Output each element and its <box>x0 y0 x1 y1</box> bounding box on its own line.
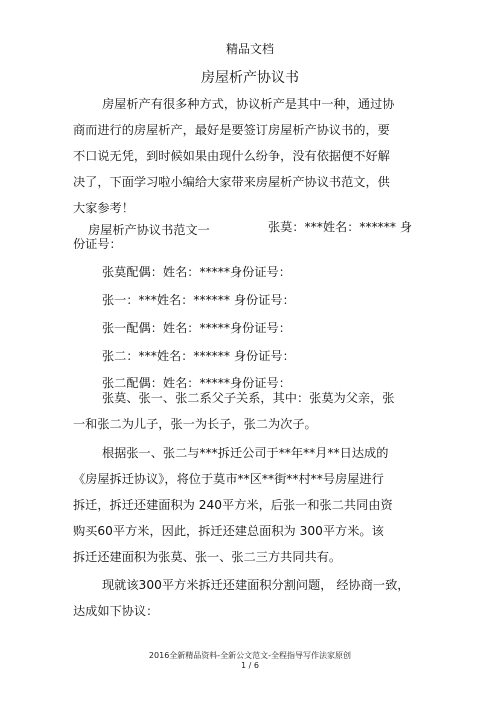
agreement-line: 现就该300平方米拆迁还建面积分割问题， 经协商一致， <box>102 578 410 592</box>
document-title: 房屋析产协议书 <box>201 70 299 86</box>
footer-text: 2016全新精品资料-全新公文范文-全程指导写作法家原创 <box>148 651 352 660</box>
intro-line: 商而进行的房屋析产，最好是要签订房屋析产协议书的，要 <box>73 123 390 137</box>
party-line: 张一：***姓名：****** 身份证号： <box>102 293 295 307</box>
intro-line: 大家参考！ <box>73 201 134 215</box>
intro-line: 决了，下面学习啦小编给大家带来房屋析产协议书范文，供 <box>73 175 390 189</box>
page-header: 精品文档 <box>225 42 274 56</box>
party-line: 张莫配偶：姓名：*****身份证号： <box>102 265 291 279</box>
sample-heading: 房屋析产协议书范文一 <box>88 223 210 237</box>
body-line: 根据张一、张二与***拆迁公司于**年**月**日达成的 <box>102 446 389 460</box>
body-line: 购买60平方米，因此，拆迁还建总面积为 300平方米。该 <box>73 524 384 538</box>
body-line: 拆迁，拆迁还建面积为 240平方米，后张一和张二共同由资 <box>73 498 393 512</box>
body-line: 《房屋拆迁协议》，将位于莫市**区**街**村**号房屋进行 <box>73 472 384 486</box>
party-line: 份证号： <box>73 237 122 251</box>
body-line: 拆迁还建面积为张莫、张一、张二三方共同共有。 <box>73 550 342 564</box>
intro-line: 房屋析产有很多种方式，协议析产是其中一种，通过协 <box>102 97 395 111</box>
page-number: 1 / 6 <box>241 661 259 670</box>
relation-line: 张莫、张一、张二系父子关系，其中：张莫为父亲，张 <box>102 391 395 405</box>
party-line: 张二：***姓名：****** 身份证号： <box>102 349 295 363</box>
intro-line: 不口说无凭，到时候如果由现什么纷争，没有依据便不好解 <box>73 149 390 163</box>
agreement-line: 达成如下协议： <box>73 604 159 618</box>
party-line: 张莫：***姓名：****** 身 <box>268 220 413 234</box>
party-line: 张二配偶：姓名：*****身份证号： <box>102 376 291 390</box>
party-line: 张一配偶：姓名：*****身份证号： <box>102 321 291 335</box>
relation-line: 一和张二为儿子，张一为长子，张二为次子。 <box>73 417 317 431</box>
